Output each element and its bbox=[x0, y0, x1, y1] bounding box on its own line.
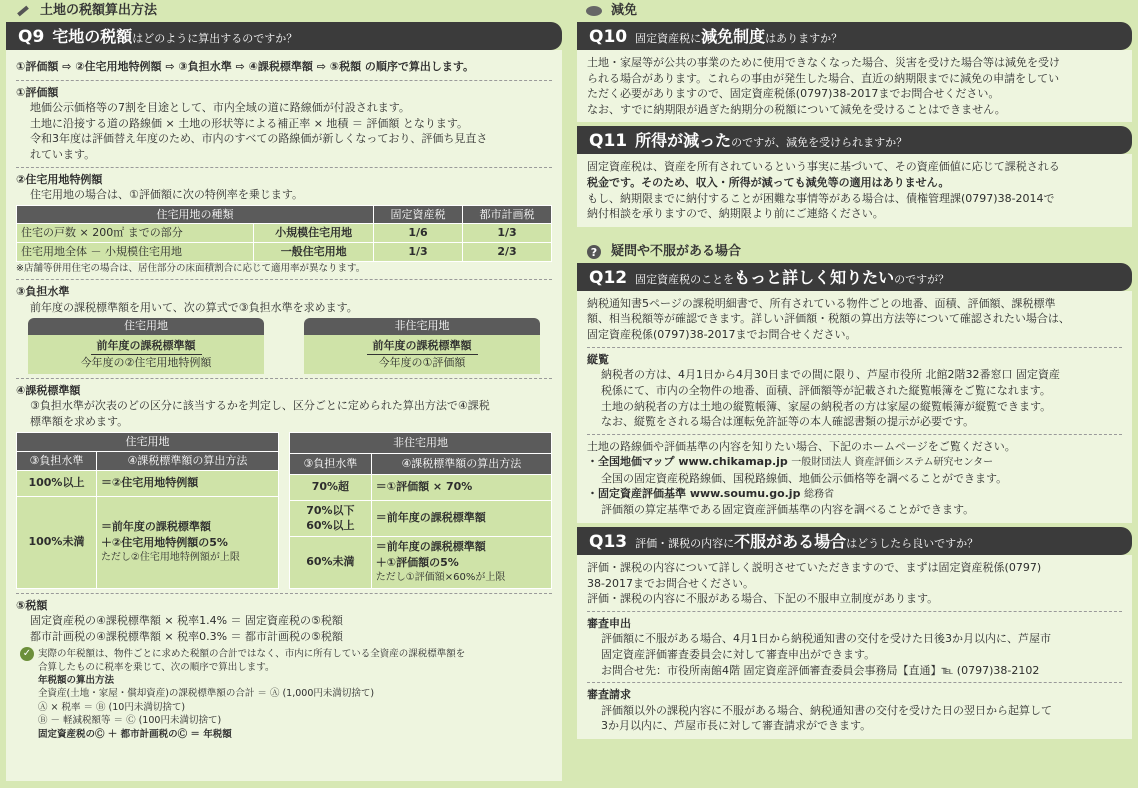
table-header: 都市計画税 bbox=[462, 205, 551, 224]
text-line: 税金です。そのため、収入・所得が減っても減免等の適用はありません。 bbox=[587, 176, 950, 190]
heading-review-request: 審査申出 bbox=[587, 616, 631, 630]
text-line: 固定資産税は、資産を所有されているという事実に基づいて、その資産価値に応じて課税される bbox=[587, 160, 1060, 174]
q13-text: 評価・課税の内容に bbox=[635, 536, 735, 550]
cell-line: ただし②住宅用地特例額が上限 bbox=[100, 551, 240, 563]
link-source: 一般財団法人 資産評価システム研究センター bbox=[791, 457, 994, 469]
section-header-reduction bbox=[577, 0, 1132, 22]
q10-body bbox=[577, 50, 1132, 122]
question-icon bbox=[585, 243, 603, 261]
divider bbox=[587, 347, 1122, 348]
q9-bold: 宅地の税額 bbox=[52, 27, 133, 46]
q13-text: はどうしたら良いですか？ bbox=[846, 536, 979, 550]
link-description: 全国の固定資産税路線価、国税路線価、地価公示価格等を調べることができます。 bbox=[601, 471, 1008, 485]
cell-line: 70%以下 bbox=[306, 503, 355, 517]
divider bbox=[587, 434, 1122, 435]
cell: 住宅の戸数 × 200㎡ までの部分 bbox=[17, 224, 254, 243]
q9-text: はどのように算出するのですか？ bbox=[132, 32, 298, 45]
text-line: ③負担水準が次表のどの区分に該当するかを判定し、区分ごとに定められた算出方法で④課税 bbox=[30, 399, 490, 413]
table-title: 非住宅用地 bbox=[290, 433, 552, 454]
heading-appeal: 審査請求 bbox=[587, 688, 631, 702]
calc-line: Ⓐ × 税率 ＝ Ⓑ (10円未満切捨て) bbox=[38, 701, 186, 713]
section-title: 疑問や不服がある場合 bbox=[611, 243, 742, 259]
q13-body bbox=[577, 555, 1132, 739]
cell: 住宅用地全体 － 小規模住宅用地 bbox=[17, 243, 254, 262]
link-description: 評価額の算定基準である固定資産評価基準の内容を調べることができます。 bbox=[601, 503, 975, 517]
text-line: 納税者の方は、4月1日から4月30日までの間に限り、芦屋市役所 北館2階32番窓口 固定資産 bbox=[601, 368, 1060, 382]
section-title: 減免 bbox=[611, 2, 638, 18]
text-line: なお、すでに納期限が過ぎた納期分の税額について減免を受けることはできません。 bbox=[587, 102, 1006, 116]
divider bbox=[587, 611, 1122, 612]
link-source: 総務省 bbox=[803, 489, 834, 501]
text-line: 土地に沿接する道の路線価 × 土地の形状等による補正率 × 地積 ＝ 評価額 となります。 bbox=[30, 116, 469, 130]
pencil-icon bbox=[14, 2, 32, 20]
tax-base-text bbox=[16, 398, 552, 429]
q12-text: 固定資産税のことを bbox=[635, 272, 735, 286]
text-line: れています。 bbox=[30, 148, 96, 162]
calc-heading: 年税額の算出方法 bbox=[38, 674, 115, 686]
q12-bar bbox=[577, 263, 1132, 291]
text-line: 納税通知書5ページの課税明細書で、所有されている物件ごとの地番、面積、評価額、課税標準 bbox=[587, 296, 1056, 310]
text-line: お問合せ先：市役所南館4階 固定資産評価審査委員会事務局【直通】℡ (0797)38-2102 bbox=[601, 663, 1040, 677]
q13-bar bbox=[577, 527, 1132, 555]
text-line: 3か月以内に、芦屋市長に対して審査請求ができます。 bbox=[601, 719, 872, 733]
appeal-text bbox=[587, 703, 1122, 734]
text-line: 合算したものに税率を乗じて、次の順序で算出します。 bbox=[38, 661, 275, 673]
homepage-intro: 土地の路線価や評価基準の内容を知りたい場合、下記のホームページをご覧ください。 bbox=[587, 439, 1016, 453]
divider bbox=[16, 279, 552, 280]
table-header: ③負担水準 bbox=[290, 454, 372, 475]
annual-tax-note bbox=[16, 647, 552, 742]
table-title: 住宅用地 bbox=[17, 433, 279, 452]
section-header-land-tax bbox=[6, 0, 562, 22]
calc-line: Ⓑ － 軽減税額等 ＝ Ⓒ (100円未満切捨て) bbox=[38, 715, 222, 727]
cell: 1/3 bbox=[373, 243, 462, 262]
table-note: ※店舗等併用住宅の場合は、居住部分の床面積割合に応じて適用率が異なります。 bbox=[16, 262, 366, 274]
text-line: 実際の年税額は、物件ごとに求めた税額の合計ではなく、市内に所有している全資産の課税標準額を bbox=[38, 648, 466, 659]
table-header: ④課税標準額の算出方法 bbox=[96, 452, 278, 471]
special-rate-table bbox=[16, 205, 552, 262]
text-line: 標準額を求めます。 bbox=[30, 414, 129, 428]
cell: 小規模住宅用地 bbox=[254, 224, 374, 243]
q12-number: Q12 bbox=[589, 267, 628, 288]
calc-line: 全資産(土地・家屋・償却資産)の課税標準額の合計 ＝ Ⓐ (1,000円未満切捨て) bbox=[38, 688, 375, 700]
heading-valuation: ①評価額 bbox=[16, 85, 59, 99]
q11-text: のですが、減免を受けられますか？ bbox=[731, 136, 908, 150]
table-header: 固定資産税 bbox=[373, 205, 462, 224]
formula-header: 非住宅用地 bbox=[304, 318, 540, 335]
text-line: 固定資産税の④課税標準額 × 税率1.4% ＝ 固定資産税の⑤税額 bbox=[30, 614, 343, 628]
cell: ＝①評価額 × 70% bbox=[371, 474, 551, 500]
divider bbox=[587, 682, 1122, 683]
table-header: ④課税標準額の算出方法 bbox=[371, 454, 551, 475]
cell: 100%未満 bbox=[17, 496, 97, 588]
formula-header: 住宅用地 bbox=[28, 318, 264, 335]
q11-bar bbox=[577, 126, 1132, 154]
formula-denominator: 今年度の②住宅用地特例額 bbox=[80, 356, 212, 370]
q10-text: はありますか？ bbox=[765, 32, 843, 45]
q10-number: Q10 bbox=[589, 27, 628, 47]
nonresidential-table bbox=[289, 432, 552, 588]
formula-residential bbox=[28, 318, 264, 373]
heading-tax-amount: ⑤税額 bbox=[16, 598, 48, 612]
svg-text:?: ? bbox=[590, 245, 598, 259]
table-header: ③負担水準 bbox=[17, 452, 97, 471]
formula-nonresidential bbox=[304, 318, 540, 373]
q11-bold: 所得が減った bbox=[635, 131, 732, 151]
text-line: 額、相当税額等が確認できます。詳しい評価額・税額の算出方法等について確認されたい場合は、 bbox=[587, 312, 1070, 326]
q9-body bbox=[6, 50, 562, 781]
heading-tax-base: ④課税標準額 bbox=[16, 383, 81, 397]
table-row bbox=[17, 224, 552, 243]
cell: 一般住宅用地 bbox=[254, 243, 374, 262]
tax-base-tables bbox=[16, 432, 552, 588]
table-row bbox=[290, 500, 552, 536]
text-line: 38-2017までお問合せください。 bbox=[587, 576, 754, 590]
text-line: 土地の納税者の方は土地の縦覧帳簿、家屋の納税者の方は家屋の縦覧帳簿が縦覧できます。 bbox=[601, 399, 1052, 413]
table-header: 住宅用地の種類 bbox=[17, 205, 374, 224]
cell-line: ＝前年度の課税標準額 bbox=[100, 520, 211, 534]
burden-level-text: 前年度の課税標準額を用いて、次の算式で③負担水準を求めます。 bbox=[30, 300, 358, 314]
q13-bold: 不服がある場合 bbox=[734, 531, 847, 551]
residential-special-text: 住宅用地の場合は、①評価額に次の特例率を乗じます。 bbox=[30, 188, 303, 202]
section-title: 土地の税額算出方法 bbox=[40, 2, 158, 18]
heading-residential-special: ②住宅用地特例額 bbox=[16, 172, 103, 186]
divider bbox=[16, 167, 552, 168]
heading-inspection: 縦覧 bbox=[587, 352, 609, 366]
review-request-text bbox=[587, 631, 1122, 678]
q9-number: Q9 bbox=[18, 27, 45, 47]
table-row bbox=[17, 243, 552, 262]
soumu-link[interactable]: ・固定資産評価基準 www.soumu.go.jp bbox=[587, 487, 801, 501]
formula-numerator: 前年度の課税標準額 bbox=[367, 338, 478, 355]
q12-bold: もっと詳しく知りたい bbox=[734, 267, 895, 287]
q10-bar bbox=[577, 22, 1132, 50]
text-line: 評価・課税の内容について詳しく説明させていただきますので、まずは固定資産税係(0797) bbox=[587, 560, 1042, 574]
text-line: 都市計画税の④課税標準額 × 税率0.3% ＝ 都市計画税の⑤税額 bbox=[30, 629, 343, 643]
text-line: 評価額に不服がある場合、4月1日から納税通知書の交付を受けた日後3か月以内に、芦屋市 bbox=[601, 632, 1051, 646]
text-line: られる場合があります。これらの事由が発生した場合、直近の納期限までに減免の申請をしてい bbox=[587, 71, 1060, 85]
text-line: 納付相談を承りますので、納期限より前にご連絡ください。 bbox=[587, 207, 884, 221]
divider bbox=[16, 378, 552, 379]
inspection-text bbox=[587, 367, 1122, 429]
cell-line: ＋①評価額の5% bbox=[375, 556, 459, 570]
q12-text: のですが？ bbox=[894, 272, 950, 286]
left-column bbox=[6, 0, 562, 788]
text-line: 税係にて、市内の全物件の地番、面積、評価額等が記載された縦覧帳簿をご覧になれます。 bbox=[601, 383, 1051, 397]
cell-line: ＋②住宅用地特例額の5% bbox=[100, 536, 228, 550]
cell: 70%超 bbox=[290, 474, 372, 500]
q10-text: 固定資産税に bbox=[635, 32, 702, 45]
formula-denominator: 今年度の①評価額 bbox=[378, 356, 466, 370]
table-row bbox=[17, 496, 279, 588]
cell: ＝前年度の課税標準額 bbox=[371, 500, 551, 536]
residential-table bbox=[16, 432, 279, 588]
cell-line: ＝前年度の課税標準額 bbox=[375, 540, 486, 554]
tax-amount-text bbox=[16, 613, 552, 644]
cell: 1/6 bbox=[373, 224, 462, 243]
text-line: 地価公示価格等の7割を目途として、市内全域の道に路線価が付設されます。 bbox=[30, 101, 410, 115]
q11-number: Q11 bbox=[589, 131, 628, 152]
check-icon: ✓ bbox=[20, 647, 34, 661]
cloud-icon bbox=[585, 2, 603, 20]
formula-numerator: 前年度の課税標準額 bbox=[91, 338, 202, 355]
calc-flow: ①評価額 ⇨ ②住宅用地特例額 ⇨ ③負担水準 ⇨ ④課税標準額 ⇨ ⑤税額 の順序で算出します。 bbox=[16, 55, 552, 81]
text-line: なお、縦覧をされる場合は運転免許証等の本人確認書類の提示が必要です。 bbox=[601, 415, 975, 429]
table-row bbox=[290, 536, 552, 588]
q9-bar bbox=[6, 22, 562, 50]
table-row bbox=[290, 474, 552, 500]
cell: ＝②住宅用地特例額 bbox=[96, 470, 278, 496]
text-line: 評価額以外の課税内容に不服がある場合、納税通知書の交付を受けた日の翌日から起算して bbox=[601, 703, 1052, 717]
cell-line: 60%以上 bbox=[306, 519, 355, 533]
table-row bbox=[17, 470, 279, 496]
cell: 2/3 bbox=[462, 243, 551, 262]
cell: 1/3 bbox=[462, 224, 551, 243]
text-line: もし、納期限までに納付することが困難な事情等がある場合は、債権管理課(0797)38-2014で bbox=[587, 191, 1055, 205]
text-line: ただく必要がありますので、固定資産税係(0797)38-2017までお問合せください。 bbox=[587, 87, 1000, 101]
text-line: 令和3年度は評価替え年度のため、市内のすべての路線価が新しくなっており、評価ち見直さ bbox=[30, 132, 488, 146]
burden-formulas bbox=[28, 318, 540, 373]
cell: 60%未満 bbox=[290, 536, 372, 588]
text-line: 評価・課税の内容に不服がある場合、下記の不服申立制度があります。 bbox=[587, 592, 939, 606]
valuation-text bbox=[16, 100, 552, 162]
q12-body bbox=[577, 291, 1132, 523]
q11-body bbox=[577, 154, 1132, 226]
q10-bold: 減免制度 bbox=[701, 27, 766, 46]
section-header-questions bbox=[577, 241, 1132, 263]
calc-line: 固定資産税のⒸ ＋ 都市計画税のⒸ ＝ 年税額 bbox=[38, 728, 232, 740]
text-line: 固定資産税係(0797)38-2017までお問合せください。 bbox=[587, 328, 857, 342]
q13-number: Q13 bbox=[589, 531, 628, 552]
chikamap-link[interactable]: ・全国地価マップ www.chikamap.jp bbox=[587, 455, 788, 469]
heading-burden-level: ③負担水準 bbox=[16, 285, 70, 299]
right-column bbox=[577, 0, 1132, 788]
text-line: 固定資産評価審査委員会に対して審査申出ができます。 bbox=[601, 648, 876, 661]
text-line: 土地・家屋等が公共の事業のために使用できなくなった場合、災害を受けた場合等は減免を受け bbox=[587, 56, 1060, 69]
cell-line: ただし①評価額×60%が上限 bbox=[375, 571, 506, 583]
divider bbox=[16, 593, 552, 594]
cell: 100%以上 bbox=[17, 470, 97, 496]
